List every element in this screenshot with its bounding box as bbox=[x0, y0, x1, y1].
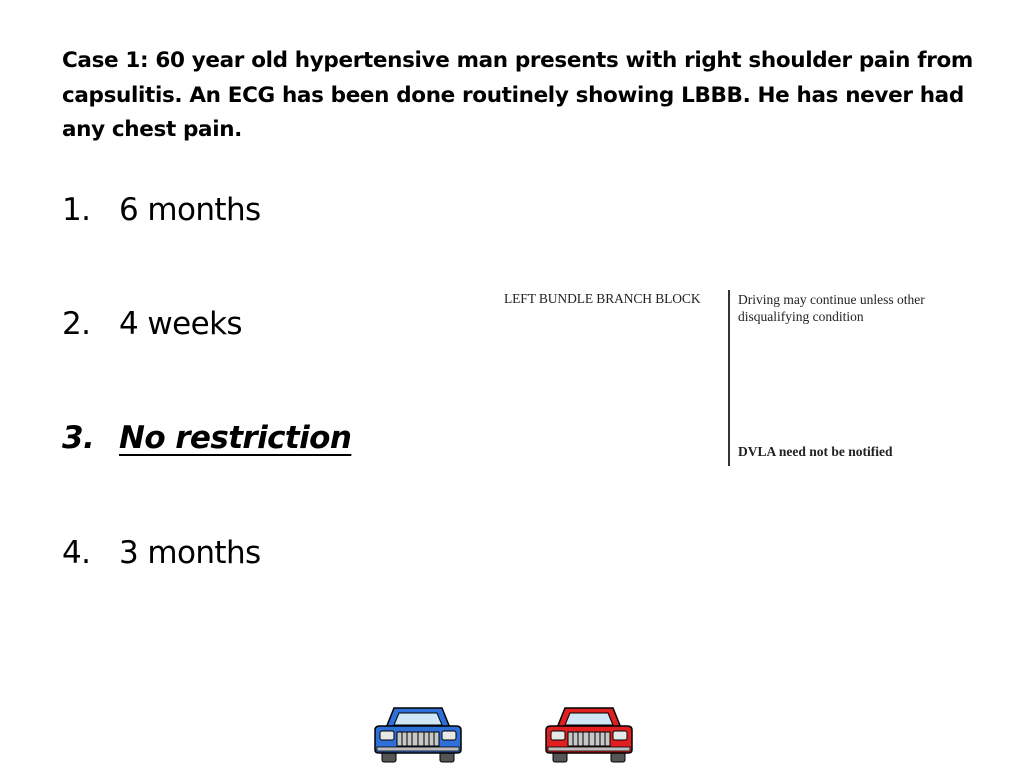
option-text: 3 months bbox=[119, 535, 261, 571]
dvla-guideline-excerpt bbox=[504, 290, 944, 466]
option-number: 1. bbox=[62, 192, 91, 228]
answer-options-list bbox=[62, 0, 482, 768]
answer-option-1[interactable] bbox=[62, 188, 261, 232]
answer-option-3-correct[interactable] bbox=[62, 416, 351, 460]
case-question-text: Case 1: 60 year old hypertensive man presents with right shoulder pain from capsulitis. An ECG has been done routinely showing LBBB. He has never had any chest pain. bbox=[62, 48, 973, 142]
option-text: 4 weeks bbox=[119, 306, 242, 342]
red-car-icon bbox=[543, 704, 635, 766]
answer-option-2[interactable] bbox=[62, 302, 242, 346]
guideline-driving-rule: Driving may continue unless other disqualifying condition bbox=[738, 292, 925, 324]
option-number: 3. bbox=[62, 420, 95, 456]
option-text: No restriction bbox=[119, 420, 352, 456]
option-number: 2. bbox=[62, 306, 91, 342]
option-number: 4. bbox=[62, 535, 91, 571]
blue-car-icon bbox=[372, 704, 464, 766]
guideline-dvla-notice: DVLA need not be notified bbox=[738, 444, 893, 459]
guideline-divider bbox=[728, 290, 730, 466]
option-text: 6 months bbox=[119, 192, 261, 228]
guideline-condition: LEFT BUNDLE BRANCH BLOCK bbox=[504, 291, 701, 306]
answer-option-4[interactable] bbox=[62, 531, 261, 575]
